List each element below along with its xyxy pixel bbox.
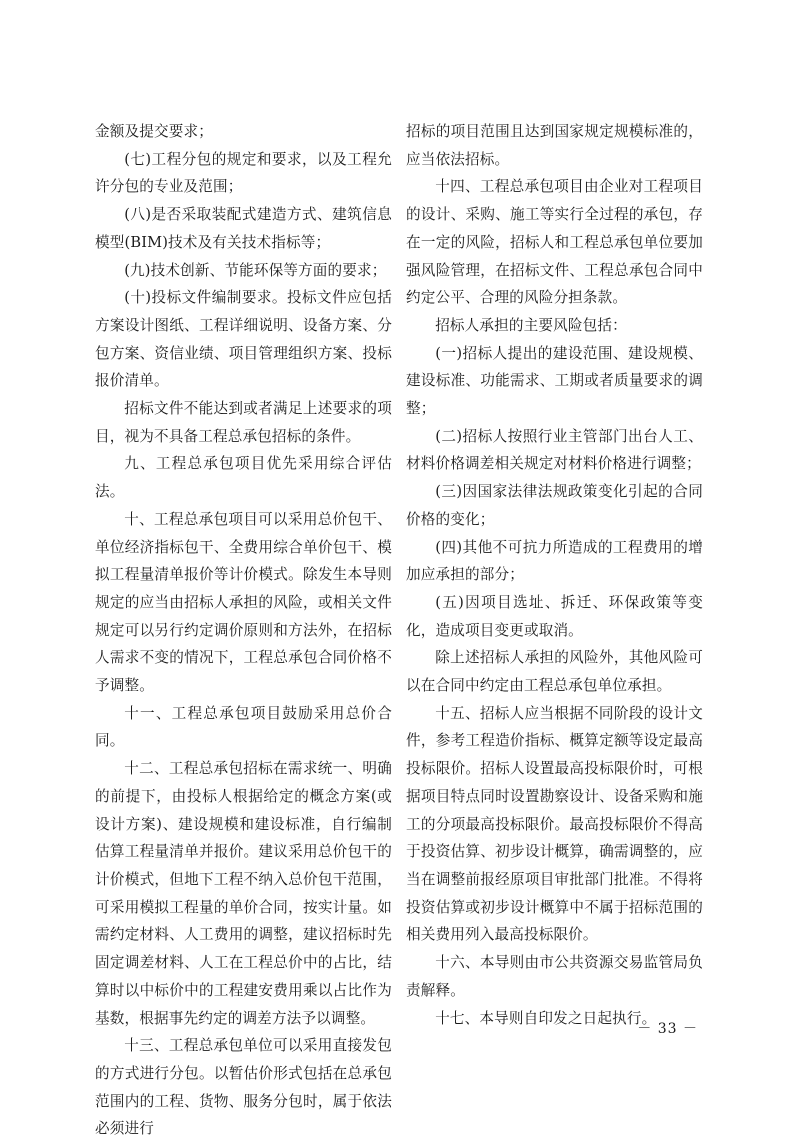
paragraph: (三)因国家法律法规政策变化引起的合同价格的变化； (406, 483, 703, 528)
paragraph: 十五、招标人应当根据不同阶段的设计文件，参考工程造价指标、概算定额等设定最高投标限价。招标人设置最高投标限价时，可根据项目特点同时设置勘察设计、设备采购和施工的分项最高投标限价。最高投标限价不得高于投资估算、初步设计概算，确需调整的，应当在调整前报经原项目审批部门批准。不得将投资估算或初步设计概算中不属于招标范围的相关费用列入最高投标限价。 (406, 704, 703, 944)
paragraph: (十)投标文件编制要求。投标文件应包括方案设计图纸、工程详细说明、设备方案、分包方案、资信业绩、项目管理组织方案、投标报价清单。 (95, 289, 392, 390)
paragraph: (五)因项目选址、拆迁、环保政策等变化，造成项目变更或取消。 (406, 593, 703, 639)
paragraph: (二)招标人按照行业主管部门出台人工、材料价格调差相关规定对材料价格进行调整； (406, 427, 703, 473)
paragraph: 十一、工程总承包项目鼓励采用总价合同。 (95, 704, 392, 750)
paragraph: (四)其他不可抗力所造成的工程费用的增加应承担的部分； (406, 538, 703, 584)
page-number: － 33 － (637, 1021, 698, 1037)
paragraph: 除上述招标人承担的风险外，其他风险可以在合同中约定由工程总承包单位承担。 (406, 649, 703, 695)
paragraph: 招标人承担的主要风险包括： (435, 316, 627, 334)
paragraph: (九)技术创新、节能环保等方面的要求； (124, 261, 387, 279)
paragraph: 十四、工程总承包项目由企业对工程项目的设计、采购、施工等实行全过程的承包，存在一定的风险，招标人和工程总承包单位要加强风险管理，在招标文件、工程总承包合同中约定公平、合理的风险分担条款。 (406, 178, 703, 307)
paragraph: 十七、本导则自印发之日起执行。 (435, 1009, 657, 1027)
paragraph: 十二、工程总承包招标在需求统一、明确的前提下，由投标人根据给定的概念方案(或设计方案)、建设规模和建设标准，自行编制估算工程量清单并报价。建议采用总价包干的计价模式，但地下工程不纳入总价包干范围，可采用模拟工程量的单价合同，按实计量。如需约定材料、人工费用的调整，建议招标时先固定调差材料、人工在工程总价中的占比，结算时以中标价中的工程建安费用乘以占比作为基数，根据事先约定的调差方法予以调整。 (95, 760, 392, 1027)
paragraph: 十三、工程总承包单位可以采用直接发包的方式进行分包。以暂估价形式包括在总承包范围内的工程、货物、服务分包时，属于依法必须进行 (95, 1037, 392, 1138)
paragraph: 招标文件不能达到或者满足上述要求的项目，视为不具备工程总承包招标的条件。 (95, 400, 392, 445)
paragraph: (七)工程分包的规定和要求，以及工程允许分包的专业及范围； (95, 150, 392, 196)
paragraph: 十、工程总承包项目可以采用总价包干、单位经济指标包干、全费用综合单价包干、模拟工程量清单报价等计价模式。除发生本导则规定的应当由招标人承担的风险，或相关文件规定可以另行约定调价原则和方法外，在招标人需求不变的情况下，工程总承包合同价格不予调整。 (95, 510, 392, 695)
left-column (95, 118, 392, 1143)
paragraph: 金额及提交要求； (95, 123, 213, 140)
paragraph: (八)是否采取装配式建造方式、建筑信息模型(BIM)技术及有关技术指标等； (95, 206, 392, 251)
paragraph: 九、工程总承包项目优先采用综合评估法。 (95, 455, 392, 501)
paragraph: (一)招标人提出的建设范围、建设规模、建设标准、功能需求、工期或者质量要求的调整； (406, 344, 703, 418)
paragraph: 十六、本导则由市公共资源交易监管局负责解释。 (406, 954, 703, 999)
right-column (406, 118, 703, 1032)
paragraph: 招标的项目范围且达到国家规定规模标准的，应当依法招标。 (406, 123, 703, 168)
